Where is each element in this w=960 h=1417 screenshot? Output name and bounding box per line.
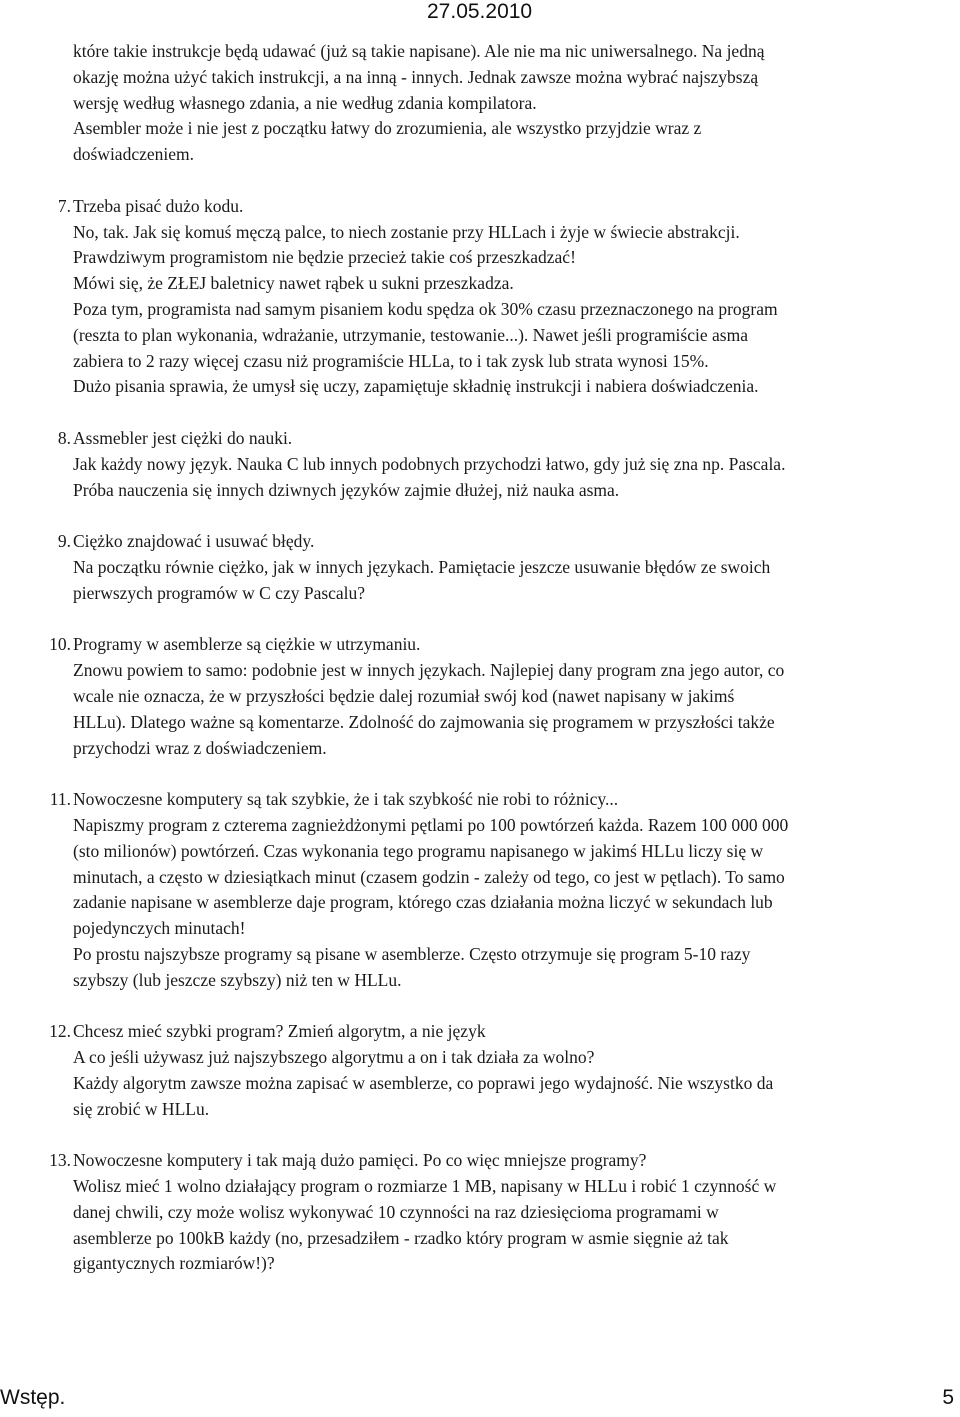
list-item-7	[57, 194, 953, 400]
text-line: pierwszych programów w C czy Pascalu?	[73, 582, 366, 603]
text-line: Próba nauczenia się innych dziwnych języków zajmie dłużej, niż nauka asma.	[73, 479, 620, 500]
text-line: przychodzi wraz z doświadczeniem.	[73, 737, 327, 758]
text-line: okazję można użyć takich instrukcji, a na inną - innych. Jednak zawsze można wybrać najszybszą	[73, 66, 759, 87]
text-line: zabiera to 2 razy więcej czasu niż programiście HLLa, to i tak zysk lub strata wynosi 15%.	[73, 350, 709, 371]
list-item-11	[49, 787, 953, 993]
list-item-number: 9.	[57, 531, 71, 552]
list-item-heading: Chcesz mieć szybki program? Zmień algorytm, a nie język	[73, 1021, 486, 1042]
list-item-number: 12.	[49, 1021, 71, 1042]
list-item-10	[49, 632, 953, 761]
intro-paragraph	[73, 39, 953, 168]
document-body	[49, 39, 953, 1277]
text-line: zadanie napisane w asemblerze daje program, którego czas działania można liczyć w sekundach lub	[73, 892, 773, 913]
text-line: szybszy (lub jeszcze szybszy) niż ten w HLLu.	[73, 969, 402, 990]
text-line: Wolisz mieć 1 wolno działający program o rozmiarze 1 MB, napisany w HLLu i robić 1 czynność w	[73, 1176, 777, 1197]
text-line: Napiszmy program z czterema zagnieżdżonymi pętlami po 100 powtórzeń każda. Razem 100 000 000	[73, 814, 789, 835]
text-line: Na początku równie ciężko, jak w innych językach. Pamiętacie jeszcze usuwanie błędów ze swoich	[73, 556, 771, 577]
list-item-8	[57, 426, 953, 503]
text-line: minutach, a często w dziesiątkach minut (czasem godzin - zależy od tego, co jest w pętlach). To samo	[73, 866, 785, 887]
text-line: danej chwili, czy może wolisz wykonywać 10 czynności na raz dziesięcioma programami w	[73, 1201, 719, 1222]
header-date: 27.05.2010	[427, 0, 533, 23]
text-line: wcale nie oznacza, że w przyszłości będzie dalej rozumiał swój kod (nawet napisany w jakimś	[73, 685, 735, 706]
text-line: Znowu powiem to samo: podobnie jest w innych językach. Najlepiej dany program zna jego autor, co	[73, 660, 785, 681]
text-line: asemblerze po 100kB każdy (no, przesadziłem - rzadko który program w asmie sięgnie aż tak	[73, 1227, 729, 1248]
text-line: Prawdziwym programistom nie będzie przecież takie coś przeszkadzać!	[73, 247, 576, 268]
list-item-9	[57, 529, 953, 606]
text-line: doświadczeniem.	[73, 144, 194, 165]
list-item-heading: Assmebler jest ciężki do nauki.	[73, 427, 293, 448]
text-line: Każdy algorytm zawsze można zapisać w asemblerze, co poprawi jego wydajność. Nie wszystko da	[73, 1072, 774, 1093]
text-line: No, tak. Jak się komuś męczą palce, to niech zostanie przy HLLach i żyje w świecie abstrakcji.	[73, 221, 740, 242]
list-item-heading: Ciężko znajdować i usuwać błędy.	[73, 531, 315, 552]
text-line: (sto milionów) powtórzeń. Czas wykonania tego programu napisanego w jakimś HLLu liczy się w	[73, 840, 764, 861]
page-number: 5	[942, 1386, 954, 1409]
list-item-heading: Nowoczesne komputery są tak szybkie, że i tak szybkość nie robi to różnicy...	[73, 789, 619, 810]
list-item-number: 11.	[49, 789, 71, 810]
text-line: Asembler może i nie jest z początku łatwy do zrozumienia, ale wszystko przyjdzie wraz z	[73, 118, 702, 139]
text-line: wersję według własnego zdania, a nie według zdania kompilatora.	[73, 92, 537, 113]
text-line: Jak każdy nowy język. Nauka C lub innych podobnych przychodzi łatwo, gdy już się zna np. Pascala.	[73, 453, 786, 474]
list-item-heading: Trzeba pisać dużo kodu.	[73, 195, 244, 216]
text-line: pojedynczych minutach!	[73, 918, 246, 939]
text-line: Poza tym, programista nad samym pisaniem kodu spędza ok 30% czasu przeznaczonego na program	[73, 298, 778, 319]
list-item-number: 8.	[57, 427, 71, 448]
text-line: Po prostu najszybsze programy są pisane w asemblerze. Często otrzymuje się program 5-10 razy	[73, 943, 751, 964]
list-item-12	[49, 1019, 953, 1122]
list-item-13	[49, 1148, 953, 1277]
list-item-heading: Programy w asemblerze są ciężkie w utrzymaniu.	[73, 634, 421, 655]
footer-chapter-title: Wstęp.	[0, 1386, 66, 1409]
text-line: gigantycznych rozmiarów!)?	[73, 1253, 275, 1274]
text-line: Mówi się, że ZŁEJ baletnicy nawet rąbek u sukni przeszkadza.	[73, 273, 514, 294]
text-line: (reszta to plan wykonania, wdrażanie, utrzymanie, testowanie...). Nawet jeśli programiście asma	[73, 324, 748, 345]
text-line: się zrobić w HLLu.	[73, 1098, 210, 1119]
text-line: które takie instrukcje będą udawać (już są takie napisane). Ale nie ma nic uniwersalnego. Na jedną	[73, 41, 765, 61]
text-line: A co jeśli używasz już najszybszego algorytmu a on i tak działa za wolno?	[73, 1047, 595, 1068]
list-item-number: 13.	[49, 1150, 71, 1171]
list-item-number: 10.	[49, 634, 71, 655]
list-item-number: 7.	[57, 195, 71, 216]
text-line: HLLu). Dlatego ważne są komentarze. Zdolność do zajmowania się programem w przyszłości także	[73, 711, 775, 732]
list-item-heading: Nowoczesne komputery i tak mają dużo pamięci. Po co więc mniejsze programy?	[73, 1150, 647, 1171]
text-line: Dużo pisania sprawia, że umysł się uczy, zapamiętuje składnię instrukcji i nabiera doświadczenia.	[73, 376, 759, 397]
